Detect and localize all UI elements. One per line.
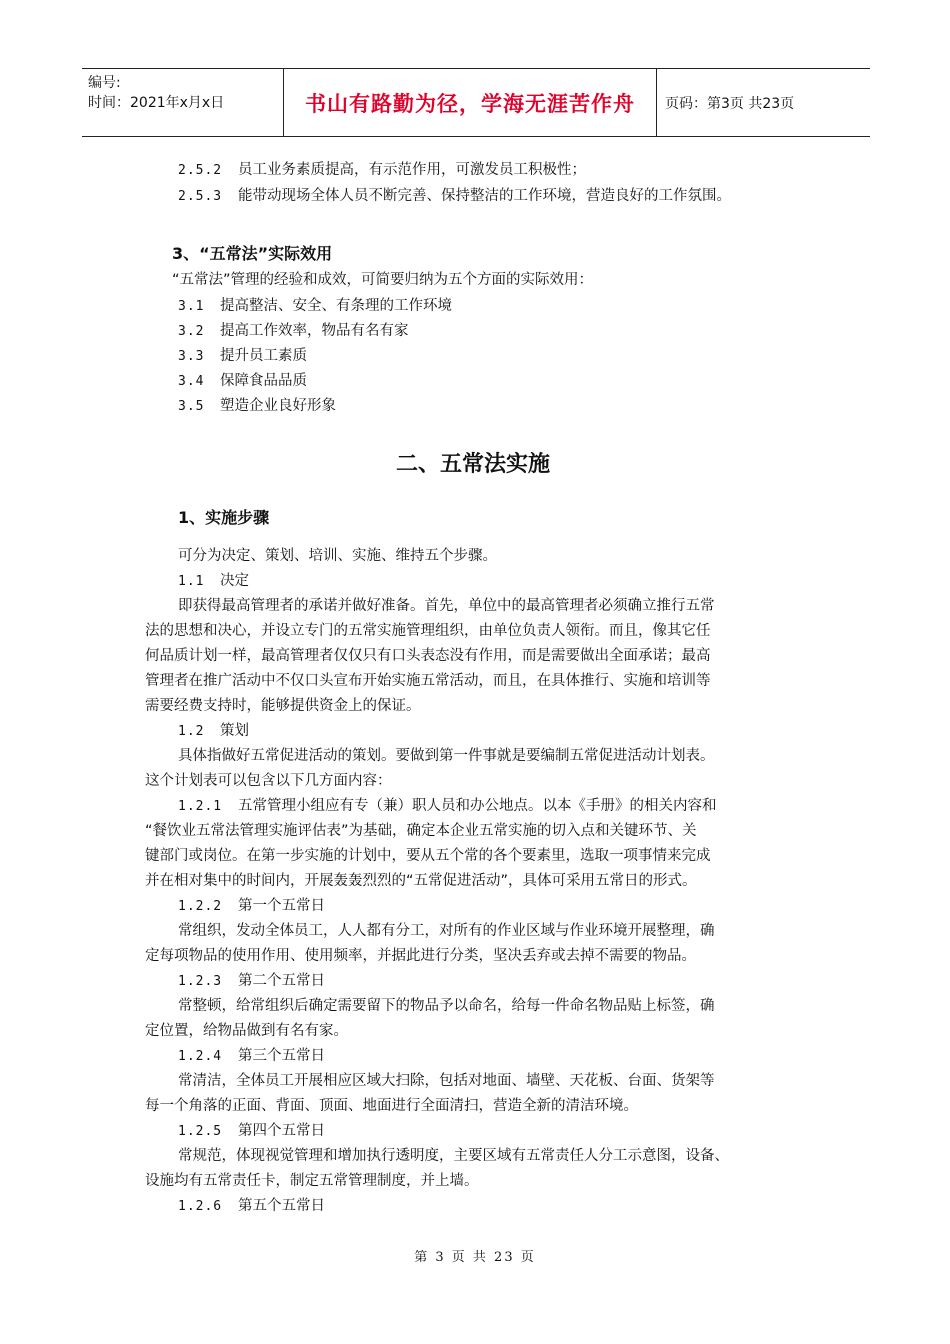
item-number: 1.1 (178, 574, 205, 589)
text-line (178, 971, 325, 992)
header-meta (82, 69, 282, 140)
page-info: 页码：第3页 共23页 (665, 95, 795, 112)
text-line (178, 796, 717, 817)
line-text: 常组织，发动全体员工，人人都有分工，对所有的作业区域与作业环境开展整理，确 (178, 923, 715, 939)
line-text: 3、“五常法”实际效用 (172, 244, 333, 263)
text-line (178, 1196, 325, 1217)
line-text: 第三个五常日 (238, 1048, 325, 1064)
text-line (178, 921, 715, 941)
text-line (145, 846, 711, 866)
text-line (145, 696, 421, 716)
line-text: 二、五常法实施 (396, 452, 551, 477)
line-text: 每一个角落的正面、背面、顶面、地面进行全面清扫，营造全新的清洁环境。 (145, 1098, 638, 1114)
line-text: 定每项物品的使用作用、使用频率，并据此进行分类，坚决丢弃或去掉不需要的物品。 (145, 948, 696, 964)
line-text: 何品质计划一样，最高管理者仅仅只有口头表态没有作用，而是需要做出全面承诺；最高 (145, 648, 711, 664)
line-text: 员工业务素质提高，有示范作用，可激发员工积极性； (238, 162, 586, 178)
text-line (178, 1121, 325, 1142)
item-number: 1.2.6 (178, 1199, 223, 1214)
text-line (178, 721, 249, 742)
text-line (145, 821, 697, 841)
line-text: 策划 (220, 723, 249, 739)
text-line (172, 270, 593, 290)
item-number: 3.2 (178, 324, 205, 339)
item-number: 3.4 (178, 374, 205, 389)
line-text: 定位置，给物品做到有名有家。 (145, 1023, 348, 1039)
item-number: 1.2.2 (178, 899, 223, 914)
item-number: 2.5.3 (178, 189, 223, 204)
text-line (145, 621, 711, 641)
line-text: 第二个五常日 (238, 973, 325, 989)
text-line (178, 186, 731, 207)
text-line (178, 1046, 325, 1067)
item-number: 3.5 (178, 399, 205, 414)
text-line (145, 646, 711, 666)
item-number: 1.2.3 (178, 974, 223, 989)
item-number: 1.2 (178, 724, 205, 739)
item-number: 3.3 (178, 349, 205, 364)
line-text: 提高工作效率，物品有名有家 (220, 323, 409, 339)
number-label: 编号: (88, 75, 121, 91)
text-line (178, 346, 307, 367)
line-text: 提升员工素质 (220, 348, 307, 364)
text-line (178, 596, 715, 616)
line-text: 常清洁，全体员工开展相应区域大扫除，包括对地面、墙壁、天花板、台面、货架等 (178, 1073, 715, 1089)
text-line (178, 746, 715, 766)
item-number: 1.2.4 (178, 1049, 223, 1064)
line-text: 第四个五常日 (238, 1123, 325, 1139)
text-line (178, 160, 586, 181)
text-line (178, 1071, 715, 1091)
text-line (178, 296, 452, 317)
line-text: 保障食品品质 (220, 373, 307, 389)
line-text: “五常法”管理的经验和成效，可简要归纳为五个方面的实际效用： (172, 272, 594, 288)
line-text: 决定 (220, 573, 249, 589)
motto: 书山有路勤为径，学海无涯苦作舟 (283, 69, 657, 136)
item-number: 3.1 (178, 299, 205, 314)
text-line (178, 896, 325, 917)
text-line (178, 371, 307, 392)
text-line (178, 546, 497, 566)
text-line (145, 871, 697, 891)
item-number: 2.5.2 (178, 163, 223, 178)
section-heading (178, 508, 269, 528)
line-text: 管理者在推广活动中不仅口头宣布开始实施五常活动，而且，在具体推行、实施和培训等 (145, 673, 711, 689)
text-line (178, 396, 336, 417)
line-text: 1、实施步骤 (178, 508, 270, 527)
line-text: 并在相对集中的时间内，开展轰轰烈烈的“五常促进活动”，具体可采用五常日的形式。 (145, 873, 697, 889)
line-text: “餐饮业五常法管理实施评估表”为基础，确定本企业五常实施的切入点和关键环节、关 (145, 823, 697, 839)
text-line (178, 996, 715, 1016)
text-line (145, 771, 392, 791)
text-line (178, 571, 249, 592)
text-line (178, 321, 409, 342)
section-heading (172, 244, 332, 264)
item-number: 1.2.5 (178, 1124, 223, 1139)
line-text: 五常管理小组应有专（兼）职人员和办公地点。以本《手册》的相关内容和 (238, 798, 717, 814)
line-text: 这个计划表可以包含以下几方面内容： (145, 773, 392, 789)
text-line (145, 1021, 348, 1041)
text-line (178, 1146, 729, 1166)
text-line (145, 1096, 638, 1116)
section-heading (396, 452, 551, 477)
line-text: 具体指做好五常促进活动的策划。要做到第一件事就是要编制五常促进活动计划表。 (178, 748, 715, 764)
text-line (145, 1171, 479, 1191)
line-text: 塑造企业良好形象 (220, 398, 336, 414)
line-text: 即获得最高管理者的承诺并做好准备。首先，单位中的最高管理者必须确立推行五常 (178, 598, 715, 614)
text-line (145, 946, 696, 966)
line-text: 提高整洁、安全、有条理的工作环境 (220, 298, 452, 314)
line-text: 常整顿，给常组织后确定需要留下的物品予以命名，给每一件命名物品贴上标签，确 (178, 998, 715, 1014)
line-text: 需要经费支持时，能够提供资金上的保证。 (145, 698, 421, 714)
line-text: 第一个五常日 (238, 898, 325, 914)
line-text: 法的思想和决心，并设立专门的五常实施管理组织，由单位负责人领衔。而且，像其它任 (145, 623, 711, 639)
line-text: 设施均有五常责任卡，制定五常管理制度，并上墙。 (145, 1173, 479, 1189)
line-text: 第五个五常日 (238, 1198, 325, 1214)
page-header (82, 68, 870, 137)
page-footer: 第 3 页 共 23 页 (414, 1250, 536, 1265)
line-text: 常规范，体现视觉管理和增加执行透明度，主要区域有五常责任人分工示意图，设备、 (178, 1148, 729, 1164)
text-line (145, 671, 711, 691)
line-text: 能带动现场全体人员不断完善、保持整洁的工作环境，营造良好的工作氛围。 (238, 188, 731, 204)
line-text: 可分为决定、策划、培训、实施、维持五个步骤。 (178, 548, 497, 564)
item-number: 1.2.1 (178, 799, 223, 814)
time-label: 时间：2021年x月x日 (88, 95, 225, 111)
line-text: 键部门或岗位。在第一步实施的计划中，要从五个常的各个要素里，选取一项事情来完成 (145, 848, 711, 864)
